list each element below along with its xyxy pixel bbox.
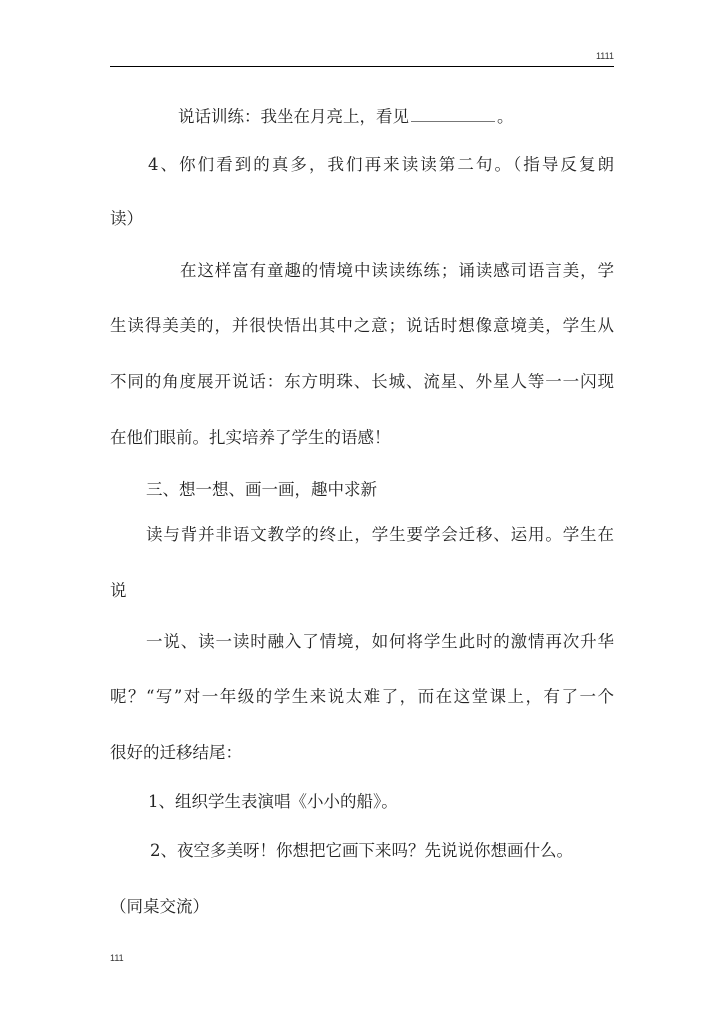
text-line-11: 一说、读一读时融入了情境，如何将学生此时的激情再次升华	[146, 632, 614, 651]
text-line-13: 很好的迁移结尾：	[110, 743, 242, 762]
list-item-2: 2、夜空多美呀！你想把它画下来吗？先说说你想画什么。	[150, 841, 573, 860]
text-line-02: 4、你们看到的真多，我们再来读读第二句。（指导反复朗	[148, 155, 614, 174]
text-line-09: 读与背并非语文教学的终止，学生要学会迁移、运用。学生在	[146, 525, 614, 544]
text-line-01	[178, 106, 514, 128]
text-line-10: 说	[110, 581, 127, 600]
text-line-03: 读）	[110, 209, 143, 228]
header-divider	[110, 66, 614, 67]
text-line-07: 在他们眼前。扎实培养了学生的语感！	[110, 428, 391, 447]
list-item-1: 1、组织学生表演唱《小小的船》。	[148, 792, 398, 811]
text-line-05: 生读得美美的，并很快悟出其中之意；说话时想像意境美，学生从	[110, 316, 614, 335]
text-line-12: 呢？“写”对一年级的学生来说太难了，而在这堂课上，有了一个	[110, 687, 614, 706]
text-line-04: 在这样富有童趣的情境中读读练练；诵读感司语言美，学	[180, 261, 614, 280]
text-line-16: （同桌交流）	[110, 897, 209, 916]
text-line-01-before: 说话训练：我坐在月亮上，看见	[178, 107, 409, 126]
text-line-01-after: 。	[497, 107, 514, 126]
fill-in-blank	[411, 107, 495, 122]
footer-page-number: 111	[110, 953, 124, 963]
text-line-06: 不同的角度展开说话：东方明珠、长城、流星、外星人等一一闪现	[110, 372, 614, 391]
section-heading: 三、想一想、画一画，趣中求新	[146, 480, 377, 499]
header-page-number: 1111	[595, 51, 614, 61]
